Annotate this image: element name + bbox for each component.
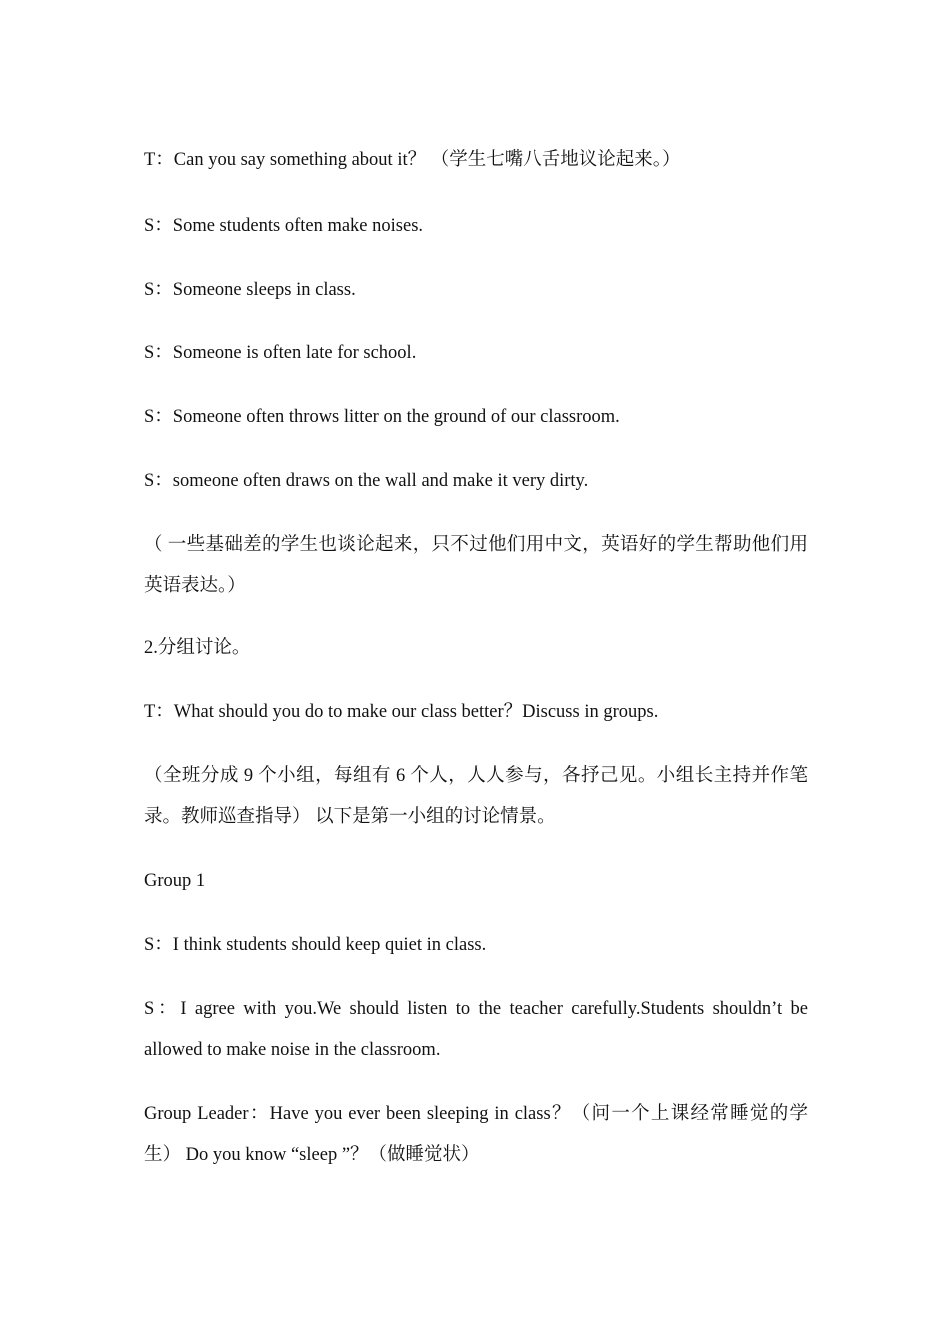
section-heading: 2.分组讨论。 [144, 638, 251, 658]
dialogue-line-group-leader: Group Leader：Have you ever been sleeping in class？（问一个上课经常睡觉的学生） Do you know “sleep ”？（做睡觉状） [144, 1104, 808, 1165]
dialogue-line-student: S：Someone often throws litter on the ground of our classroom. [144, 407, 620, 427]
dialogue-line-student: S：I agree with you.We should listen to the teacher carefully.Students shouldn’t be allowed to make noise in the classroom. [144, 999, 808, 1060]
dialogue-line-student: S：Someone sleeps in class. [144, 280, 356, 300]
dialogue-line-student: S：I think students should keep quiet in class. [144, 935, 487, 955]
dialogue-line-teacher-instruction: T：What should you do to make our class better？Discuss in groups. [144, 702, 659, 722]
dialogue-line-student: S：Some students often make noises. [144, 216, 424, 236]
dialogue-line-student: S：someone often draws on the wall and make it very dirty. [144, 471, 589, 491]
teaching-note: （全班分成 9 个小组，每组有 6 个人，人人参与，各抒己见。小组长主持并作笔录。教师巡查指导） 以下是第一小组的讨论情景。 [144, 766, 808, 827]
teaching-note: （ 一些基础差的学生也谈论起来，只不过他们用中文，英语好的学生帮助他们用英语表达。） [144, 535, 808, 596]
dialogue-line-teacher-question: T：Can you say something about it？ （学生七嘴八舌地议论起来。） [144, 150, 681, 170]
dialogue-line-student: S：Someone is often late for school. [144, 343, 417, 363]
group-label: Group 1 [144, 871, 206, 891]
